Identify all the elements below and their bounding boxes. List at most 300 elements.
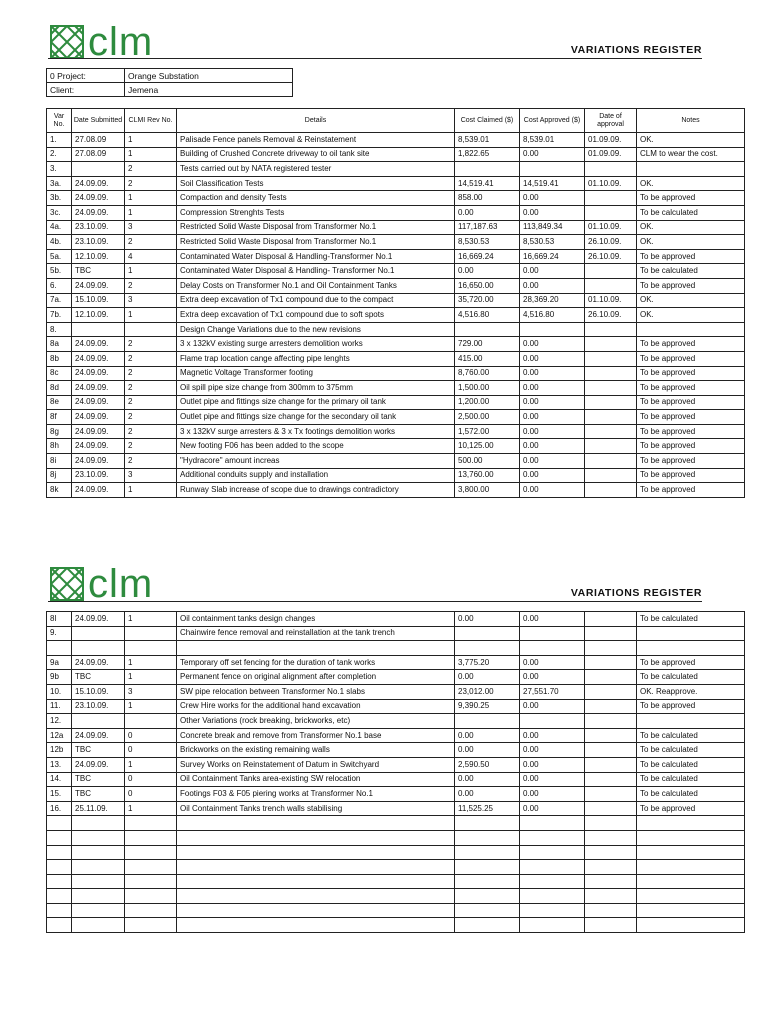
table-row [47, 264, 745, 279]
cell-cost-claimed [455, 830, 520, 845]
cell-var-no [47, 874, 72, 889]
cell-notes: To be approved [637, 351, 745, 366]
cell-details [177, 830, 455, 845]
cell-cost-approved: 8,539.01 [520, 133, 585, 148]
cell-details: 3 x 132kV existing surge arresters demolition works [177, 337, 455, 352]
cell-details: Restricted Solid Waste Disposal from Transformer No.1 [177, 235, 455, 250]
cell-notes: OK. [637, 176, 745, 191]
cell-cost-approved [520, 322, 585, 337]
cell-notes: To be approved [637, 424, 745, 439]
cell-cost-claimed: 0.00 [455, 787, 520, 802]
cell-notes: To be approved [637, 191, 745, 206]
cell-date-submitted: 27.08.09 [72, 133, 125, 148]
cell-date-submitted [72, 322, 125, 337]
cell-var-no: 4a. [47, 220, 72, 235]
cell-rev-no: 1 [125, 612, 177, 627]
cell-details: Other Variations (rock breaking, brickworks, etc) [177, 714, 455, 729]
cell-cost-approved: 0.00 [520, 351, 585, 366]
cell-date-approval: 26.10.09. [585, 249, 637, 264]
table-row [47, 816, 745, 831]
cell-cost-approved [520, 816, 585, 831]
cell-var-no: 8e [47, 395, 72, 410]
cell-rev-no: 1 [125, 205, 177, 220]
cell-var-no: 1. [47, 133, 72, 148]
cell-details: Brickworks on the existing remaining walls [177, 743, 455, 758]
cell-details: Footings F03 & F05 piering works at Transformer No.1 [177, 787, 455, 802]
variations-table-page1 [46, 108, 745, 498]
cell-rev-no: 2 [125, 235, 177, 250]
table-row [47, 874, 745, 889]
cell-var-no: 10. [47, 684, 72, 699]
cell-rev-no: 1 [125, 655, 177, 670]
cell-date-approval [585, 439, 637, 454]
cell-date-submitted: 24.09.09. [72, 612, 125, 627]
table-row [47, 395, 745, 410]
cell-cost-claimed [455, 816, 520, 831]
cell-cost-claimed: 8,760.00 [455, 366, 520, 381]
cell-notes: To be calculated [637, 205, 745, 220]
cell-var-no: 7b. [47, 308, 72, 323]
cell-rev-no: 1 [125, 483, 177, 498]
cell-var-no: 8c [47, 366, 72, 381]
cell-var-no: 8b [47, 351, 72, 366]
table-row [47, 641, 745, 656]
cell-notes: To be approved [637, 655, 745, 670]
table-row [47, 133, 745, 148]
table-row [47, 889, 745, 904]
clm-logo [50, 22, 153, 62]
cell-date-approval [585, 278, 637, 293]
table-row [47, 424, 745, 439]
cell-details: Temporary off set fencing for the duration of tank works [177, 655, 455, 670]
cell-date-approval [585, 641, 637, 656]
table-row [47, 787, 745, 802]
cell-var-no: 15. [47, 787, 72, 802]
cell-cost-claimed: 1,200.00 [455, 395, 520, 410]
cell-rev-no: 3 [125, 220, 177, 235]
cell-cost-claimed: 13,760.00 [455, 468, 520, 483]
col-cost-claimed: Cost Claimed ($) [455, 109, 520, 133]
cell-cost-claimed: 4,516.80 [455, 308, 520, 323]
cell-cost-claimed: 16,650.00 [455, 278, 520, 293]
cell-notes [637, 860, 745, 875]
cell-details [177, 816, 455, 831]
table-row [47, 483, 745, 498]
cell-date-submitted: 24.09.09. [72, 483, 125, 498]
cell-var-no: 8. [47, 322, 72, 337]
col-date-approval: Date of approval [585, 109, 637, 133]
project-value: Orange Substation [125, 69, 293, 83]
table-row [47, 860, 745, 875]
cell-notes: To be calculated [637, 728, 745, 743]
cell-var-no: 9a [47, 655, 72, 670]
cell-date-approval [585, 366, 637, 381]
cell-var-no: 8h [47, 439, 72, 454]
cell-rev-no: 2 [125, 351, 177, 366]
cell-date-submitted: 15.10.09. [72, 293, 125, 308]
cell-cost-approved: 0.00 [520, 191, 585, 206]
cell-notes: To be approved [637, 249, 745, 264]
client-row [47, 83, 293, 97]
cell-notes: To be approved [637, 454, 745, 469]
cell-var-no: 4b. [47, 235, 72, 250]
table-row [47, 612, 745, 627]
cell-date-approval [585, 483, 637, 498]
cell-date-submitted: 12.10.09. [72, 308, 125, 323]
cell-date-submitted [72, 874, 125, 889]
table-row [47, 176, 745, 191]
cell-cost-approved [520, 626, 585, 641]
cell-date-approval [585, 191, 637, 206]
cell-date-approval: 01.09.09. [585, 133, 637, 148]
cell-cost-approved [520, 874, 585, 889]
cell-date-approval [585, 454, 637, 469]
cell-notes [637, 322, 745, 337]
cell-date-approval [585, 801, 637, 816]
cell-rev-no [125, 918, 177, 933]
cell-rev-no: 1 [125, 801, 177, 816]
cell-notes [637, 845, 745, 860]
cell-details [177, 903, 455, 918]
table-row [47, 757, 745, 772]
cell-notes: To be calculated [637, 612, 745, 627]
cell-date-submitted: 24.09.09. [72, 439, 125, 454]
cell-rev-no: 0 [125, 728, 177, 743]
cell-date-approval [585, 410, 637, 425]
cell-rev-no: 3 [125, 468, 177, 483]
cell-date-approval [585, 889, 637, 904]
header-rule-page2 [48, 601, 702, 602]
cell-date-submitted [72, 903, 125, 918]
table-row [47, 918, 745, 933]
cell-rev-no: 2 [125, 176, 177, 191]
cell-cost-approved [520, 714, 585, 729]
cell-rev-no: 1 [125, 699, 177, 714]
cell-notes: To be approved [637, 278, 745, 293]
cell-rev-no: 1 [125, 191, 177, 206]
cell-rev-no [125, 322, 177, 337]
cell-rev-no: 3 [125, 684, 177, 699]
cell-cost-approved: 0.00 [520, 424, 585, 439]
cell-details: Extra deep excavation of Tx1 compound due to the compact [177, 293, 455, 308]
cell-cost-claimed [455, 626, 520, 641]
cell-date-approval [585, 728, 637, 743]
cell-details [177, 918, 455, 933]
cell-notes: To be approved [637, 381, 745, 396]
cell-var-no: 7a. [47, 293, 72, 308]
cell-rev-no [125, 845, 177, 860]
table-row [47, 684, 745, 699]
cell-notes: To be approved [637, 468, 745, 483]
cell-details: Design Change Variations due to the new revisions [177, 322, 455, 337]
cell-var-no [47, 860, 72, 875]
cell-cost-claimed: 415.00 [455, 351, 520, 366]
cell-details: 3 x 132kV surge arresters & 3 x Tx footings demolition works [177, 424, 455, 439]
cell-cost-claimed [455, 889, 520, 904]
cell-notes: To be approved [637, 801, 745, 816]
cell-date-submitted: 23.10.09. [72, 235, 125, 250]
cell-details: Tests carried out by NATA registered tester [177, 162, 455, 177]
cell-date-approval [585, 351, 637, 366]
table-row [47, 235, 745, 250]
cell-date-approval [585, 684, 637, 699]
cell-rev-no [125, 889, 177, 904]
cell-cost-claimed: 858.00 [455, 191, 520, 206]
client-value: Jemena [125, 83, 293, 97]
cell-notes: CLM to wear the cost. [637, 147, 745, 162]
cell-rev-no [125, 816, 177, 831]
cell-notes [637, 918, 745, 933]
cell-date-approval [585, 162, 637, 177]
cell-date-approval [585, 322, 637, 337]
cell-var-no: 3c. [47, 205, 72, 220]
cell-details: Survey Works on Reinstatement of Datum in Switchyard [177, 757, 455, 772]
clm-logo-icon [50, 25, 84, 59]
cell-var-no [47, 830, 72, 845]
cell-notes [637, 816, 745, 831]
cell-date-submitted: 24.09.09. [72, 278, 125, 293]
cell-date-submitted: 24.09.09. [72, 655, 125, 670]
cell-date-submitted [72, 830, 125, 845]
cell-date-submitted: 24.09.09. [72, 366, 125, 381]
cell-cost-approved: 0.00 [520, 278, 585, 293]
cell-rev-no: 2 [125, 366, 177, 381]
cell-details [177, 845, 455, 860]
cell-var-no: 3a. [47, 176, 72, 191]
col-date-submitted: Date Submitted [72, 109, 125, 133]
cell-details: Runway Slab increase of scope due to drawings contradictory [177, 483, 455, 498]
cell-notes: OK. [637, 293, 745, 308]
cell-rev-no: 2 [125, 381, 177, 396]
cell-cost-claimed: 8,539.01 [455, 133, 520, 148]
cell-notes [637, 830, 745, 845]
cell-cost-claimed [455, 714, 520, 729]
cell-rev-no: 2 [125, 424, 177, 439]
cell-cost-claimed: 2,590.50 [455, 757, 520, 772]
cell-date-submitted: 24.09.09. [72, 410, 125, 425]
cell-notes: To be approved [637, 337, 745, 352]
table-row [47, 366, 745, 381]
cell-notes [637, 626, 745, 641]
cell-date-submitted [72, 889, 125, 904]
cell-var-no: 9b [47, 670, 72, 685]
cell-date-submitted: 12.10.09. [72, 249, 125, 264]
cell-notes: To be approved [637, 699, 745, 714]
cell-rev-no [125, 860, 177, 875]
cell-var-no: 16. [47, 801, 72, 816]
cell-notes: To be calculated [637, 743, 745, 758]
cell-var-no [47, 816, 72, 831]
cell-notes: To be approved [637, 366, 745, 381]
cell-cost-claimed: 14,519.41 [455, 176, 520, 191]
cell-date-approval [585, 714, 637, 729]
cell-rev-no [125, 874, 177, 889]
cell-rev-no: 1 [125, 757, 177, 772]
cell-date-approval [585, 424, 637, 439]
cell-details: Concrete break and remove from Transformer No.1 base [177, 728, 455, 743]
cell-cost-approved [520, 162, 585, 177]
cell-rev-no: 2 [125, 410, 177, 425]
cell-var-no: 3b. [47, 191, 72, 206]
cell-cost-approved: 0.00 [520, 801, 585, 816]
cell-var-no: 8j [47, 468, 72, 483]
cell-rev-no: 2 [125, 395, 177, 410]
cell-notes [637, 889, 745, 904]
cell-cost-approved: 0.00 [520, 381, 585, 396]
cell-var-no [47, 903, 72, 918]
table-row [47, 308, 745, 323]
cell-rev-no: 0 [125, 772, 177, 787]
cell-cost-approved: 0.00 [520, 147, 585, 162]
cell-notes: To be calculated [637, 264, 745, 279]
cell-details: Building of Crushed Concrete driveway to oil tank site [177, 147, 455, 162]
table-row [47, 626, 745, 641]
cell-date-submitted: 23.10.09. [72, 468, 125, 483]
cell-cost-approved [520, 918, 585, 933]
cell-cost-claimed: 1,500.00 [455, 381, 520, 396]
cell-details: Crew Hire works for the additional hand excavation [177, 699, 455, 714]
cell-notes: To be approved [637, 439, 745, 454]
cell-cost-claimed: 1,822.65 [455, 147, 520, 162]
cell-rev-no: 3 [125, 293, 177, 308]
cell-date-submitted: 24.09.09. [72, 176, 125, 191]
cell-details: Delay Costs on Transformer No.1 and Oil Containment Tanks [177, 278, 455, 293]
cell-cost-claimed: 3,800.00 [455, 483, 520, 498]
cell-details: Additional conduits supply and installation [177, 468, 455, 483]
cell-date-submitted [72, 641, 125, 656]
cell-rev-no: 2 [125, 162, 177, 177]
cell-date-submitted: TBC [72, 670, 125, 685]
cell-date-submitted: 24.09.09. [72, 454, 125, 469]
cell-details: Contaminated Water Disposal & Handling- Transformer No.1 [177, 264, 455, 279]
table-row [47, 351, 745, 366]
cell-cost-approved: 27,551.70 [520, 684, 585, 699]
table-header-row [47, 109, 745, 133]
cell-date-submitted: 24.09.09. [72, 337, 125, 352]
clm-logo-page2 [50, 564, 153, 604]
table-row [47, 205, 745, 220]
cell-cost-approved: 0.00 [520, 787, 585, 802]
cell-cost-claimed [455, 162, 520, 177]
cell-cost-approved: 0.00 [520, 483, 585, 498]
cell-date-submitted: TBC [72, 787, 125, 802]
cell-cost-approved: 0.00 [520, 264, 585, 279]
table-row [47, 699, 745, 714]
register-title-page2: VARIATIONS REGISTER [570, 587, 702, 599]
cell-cost-approved: 28,369.20 [520, 293, 585, 308]
cell-date-approval: 26.10.09. [585, 308, 637, 323]
cell-date-approval [585, 205, 637, 220]
cell-cost-approved: 4,516.80 [520, 308, 585, 323]
cell-cost-approved: 0.00 [520, 670, 585, 685]
cell-cost-claimed: 0.00 [455, 264, 520, 279]
cell-date-submitted: TBC [72, 743, 125, 758]
logo-text: clm [88, 562, 154, 606]
cell-notes [637, 874, 745, 889]
cell-notes: OK. [637, 308, 745, 323]
variations-table-page2 [46, 611, 745, 933]
table-row [47, 468, 745, 483]
cell-notes: OK. [637, 220, 745, 235]
cell-date-submitted: 23.10.09. [72, 699, 125, 714]
cell-var-no: 3. [47, 162, 72, 177]
cell-cost-claimed: 117,187.63 [455, 220, 520, 235]
cell-details: Outlet pipe and fittings size change for the secondary oil tank [177, 410, 455, 425]
cell-var-no: 8f [47, 410, 72, 425]
table-row [47, 147, 745, 162]
cell-date-submitted [72, 714, 125, 729]
cell-cost-claimed: 1,572.00 [455, 424, 520, 439]
cell-date-approval [585, 903, 637, 918]
cell-rev-no [125, 641, 177, 656]
cell-date-submitted: 24.09.09. [72, 191, 125, 206]
cell-cost-claimed: 729.00 [455, 337, 520, 352]
cell-date-approval [585, 381, 637, 396]
cell-var-no [47, 641, 72, 656]
cell-cost-approved: 0.00 [520, 366, 585, 381]
cell-cost-approved: 0.00 [520, 454, 585, 469]
cell-cost-approved [520, 860, 585, 875]
cell-date-submitted: 24.09.09. [72, 757, 125, 772]
header-rule [48, 58, 702, 59]
cell-notes [637, 162, 745, 177]
cell-cost-claimed: 3,775.20 [455, 655, 520, 670]
cell-rev-no: 2 [125, 337, 177, 352]
cell-cost-approved: 14,519.41 [520, 176, 585, 191]
cell-notes: To be calculated [637, 757, 745, 772]
cell-cost-approved: 0.00 [520, 655, 585, 670]
cell-var-no: 5b. [47, 264, 72, 279]
cell-notes: To be approved [637, 410, 745, 425]
cell-rev-no [125, 626, 177, 641]
cell-details: Palisade Fence panels Removal & Reinstatement [177, 133, 455, 148]
cell-notes: To be calculated [637, 670, 745, 685]
cell-date-approval [585, 337, 637, 352]
cell-var-no: 13. [47, 757, 72, 772]
cell-date-approval [585, 655, 637, 670]
project-info-table [46, 68, 293, 97]
cell-cost-claimed: 0.00 [455, 612, 520, 627]
table-row [47, 714, 745, 729]
cell-cost-claimed: 500.00 [455, 454, 520, 469]
cell-cost-claimed: 0.00 [455, 743, 520, 758]
cell-details: Oil Containment Tanks trench walls stabilising [177, 801, 455, 816]
cell-rev-no: 2 [125, 439, 177, 454]
cell-notes [637, 714, 745, 729]
cell-details: Oil spill pipe size change from 300mm to 375mm [177, 381, 455, 396]
table-row [47, 903, 745, 918]
cell-details [177, 874, 455, 889]
table-row [47, 845, 745, 860]
cell-date-submitted: 23.10.09. [72, 220, 125, 235]
cell-notes: To be approved [637, 395, 745, 410]
cell-rev-no: 4 [125, 249, 177, 264]
table-row [47, 801, 745, 816]
cell-date-submitted [72, 845, 125, 860]
cell-rev-no: 1 [125, 133, 177, 148]
cell-notes: OK. [637, 235, 745, 250]
cell-var-no: 8d [47, 381, 72, 396]
cell-cost-approved: 0.00 [520, 699, 585, 714]
cell-cost-approved: 0.00 [520, 612, 585, 627]
cell-cost-approved: 0.00 [520, 439, 585, 454]
cell-cost-claimed [455, 918, 520, 933]
cell-details: New footing F06 has been added to the scope [177, 439, 455, 454]
cell-rev-no: 1 [125, 308, 177, 323]
cell-cost-claimed: 11,525.25 [455, 801, 520, 816]
cell-cost-claimed: 16,669.24 [455, 249, 520, 264]
cell-date-approval: 01.09.09. [585, 147, 637, 162]
